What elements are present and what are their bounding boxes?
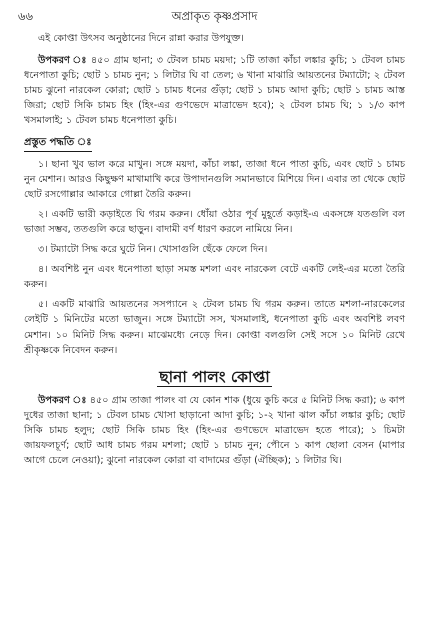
step-3: ৩। টম্যাটো সিদ্ধ করে ঘুটে নিন। খোসাগুলি ছেঁকে ফেলে দিন।: [38, 244, 268, 256]
step-1: ১। ছানা খুব ভাল করে মাখুন। সঙ্গে ময়দা, কাঁচা লঙ্কা, তাজা ধনে পাতা কুচি, এবং ছোট ১ চামচ নুন মেশান। আরও কিছুক্ষণ মাখামাখি করে উপাদানগুলি সমানভাবে মিশিয়ে দিন। এবার তা থেকে ছোট ছোট রসগোল্লার আকারে গোল্লা তৈরি করুন।: [24, 158, 405, 200]
ingredients-text: ৪৫০ গ্রাম ছানা; ৩ টেবল চামচ ময়দা; ১টি তাজা কাঁচা লঙ্কার কুচি; ১ টেবল চামচ ধনেপাতা কুচি; ছোট ১ চামচ নুন; ১ লিটার ঘি বা তেল; ৬ খানা মাঝারি আয়তনের টম্যাটো; ২ টেবল চামচ ঝুনো নারকেল কোরা; ছোট ১ চামচ ধনের গুঁড়া; ছোট ১ চামচ আদা কুচি; ছোট ১ চামচ আস্ত জিরা; ছোট সিকি চামচ হিং (হিং-এর গুণভেদে মাত্রাভেদ হবে); ২ টেবল চামচ ঘি; ১ ১/৩ কাপ খসমালাই; ১ টেবল চামচ ধনেপাতা কুচি।: [24, 55, 405, 127]
step-5: ৫। একটি মাঝারি আয়তনের সসপ্যানে ২ টেবল চামচ ঘি গরম করুন। তাতে মশলা-নারকেলের লেইটি ১ মিনিটের মতো ভাজুন। সঙ্গে টম্যাটো সস, খসমালাই, ধনেপাতা কুচি এবং অবশিষ্ট লবণ মেশান। ১০ মিনিট সিদ্ধ করুন। মাঝেমধ্যে নেড়ে দিন। কোপ্তা বলগুলি সেই সসে ১০ মিনিট রেখে শ্রীকৃষ্ণকে নিবেদন করুন।: [24, 299, 405, 356]
recipe-title: [24, 366, 405, 388]
recipe2-ingredients-label: উপকরণ ঃ: [38, 394, 87, 406]
ingredients-label: উপকরণ ঃ: [38, 55, 88, 67]
recipe2-ingredients-paragraph: [24, 393, 405, 468]
page-number: ৬৬: [18, 9, 33, 23]
step-4: ৪। অবশিষ্ট নুন এবং ধনেপাতা ছাড়া সমস্ত মশলা এবং নারকেল বেটে একটি লেই-এর মতো তৈরি করুন।: [24, 264, 405, 291]
intro-line: এই কোপ্তা উৎসব অনুষ্ঠানের দিনে রান্না করার উপযুক্ত।: [38, 33, 244, 44]
recipe2-ingredients-text: ৪৫০ গ্রাম তাজা পালং বা যে কোন শাক (ধুয়ে কুচি করে ৫ মিনিট সিদ্ধ করা); ৬ কাপ দুধের তাজা ছানা; ১ টেবল চামচ খোসা ছাড়ানো আদা কুচি; ১-২ খানা ঝাল কাঁচা লঙ্কার কুচি; ছোট সিকি চামচ হলুদ; ছোট সিকি চামচ হিং (হিং-এর গুণভেদে মাত্রাভেদ হতে পারে); ১ চিমটা জায়ফলচূর্ণ; ছোট আধ চামচ গরম মশলা; ছোট ১ চামচ নুন; পৌনে ১ কাপ ছোলা বেসন (মাপার আগে চেলে নেওয়া); ঝুনো নারকেল কোরা বা বাদামের গুঁড়া (ঐচ্ছিক); ১ লিটার ঘি।: [24, 394, 405, 467]
ingredients-paragraph: [24, 53, 405, 128]
recipe-title-text: ছানা পালং কোপ্তা: [159, 367, 270, 386]
method-heading: প্রস্তুত পদ্ধতি ঃ: [24, 135, 92, 152]
step-2: ২। একটি ভারী কড়াইতে ঘি গরম করুন। ধোঁয়া ওঠার পূর্ব মুহূর্তে কড়াই-এ একসঙ্গে যতগুলি বল ভাজা সম্ভব, ততগুলি করে ছাড়ুন। বাদামী বর্ণ ধারণ করলে নামিয়ে নিন।: [24, 208, 405, 235]
running-title: অপ্রাকৃত কৃষ্ণপ্রসাদ: [171, 9, 258, 23]
method-heading-wrap: [24, 129, 405, 152]
running-header: [18, 6, 405, 26]
